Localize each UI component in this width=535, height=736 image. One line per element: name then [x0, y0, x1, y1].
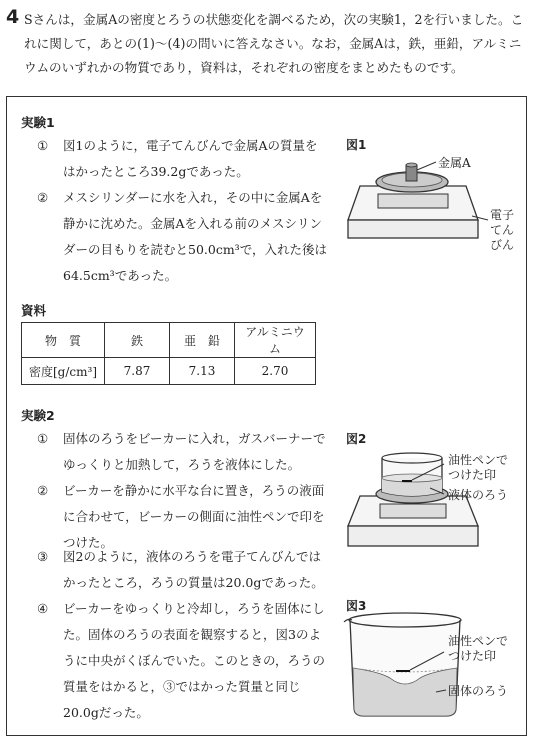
table-header-cell: 鉄 [105, 323, 170, 358]
table-cell: 7.87 [105, 358, 170, 385]
step-text: 図2のように，液体のろうを電子てんびんではかったところ，ろうの質量は20.0gであった。 [63, 549, 324, 590]
step-number: ③ [37, 549, 49, 564]
figure2-callout-mark: 油性ペンでつけた印 [448, 453, 509, 482]
figure3-beaker-illustration [340, 610, 520, 722]
table-cell: 2.70 [235, 358, 316, 385]
step-text: メスシリンダーに水を入れ，その中に金属Aを静かに沈めた。金属Aを入れる前のメスシリンダーの目もりを読むと50.0cm³で，入れた後は64.5cm³であった。 [63, 190, 327, 283]
table-header-cell: 物 質 [22, 323, 105, 358]
experiment2-step-4 [37, 596, 327, 726]
figure1-callout-balance: 電子てんびん [490, 208, 515, 252]
step-number: ② [37, 483, 49, 498]
table-header-row [22, 323, 316, 358]
step-number: ① [37, 431, 49, 446]
question-number: 4 [6, 6, 20, 28]
figure3-label: 図3 [346, 599, 367, 613]
step-text: ビーカーをゆっくりと冷却し，ろうを固体にした。固体のろうの表面を観察すると，図3のように中央がくぼんでいた。このときの，ろうの質量をはかると，③ではかった質量と同じ20.0gだった。 [63, 601, 326, 720]
experiment1-step-2 [37, 185, 327, 289]
figure2-callout-wax: 液体のろう [448, 488, 509, 502]
step-number: ① [37, 138, 49, 153]
step-number: ② [37, 190, 49, 205]
table-header-cell: 亜 鉛 [170, 323, 235, 358]
question-intro: Sさんは，金属Aの密度とろうの状態変化を調べるため，次の実験1，2を行いました。これに関して，あとの(1)～(4)の問いに答えなさい。なお，金属Aは，鉄，亜鉛，アルミニウムのいずれかの物質であり，資料は，それぞれの密度をまとめたものです。 [24, 12, 524, 75]
table-row [22, 358, 316, 385]
figure3-callout-wax: 固体のろう [448, 684, 509, 698]
experiment2-step-1 [37, 426, 327, 478]
experiment1-heading: 実験1 [21, 115, 55, 130]
figure1-callout-metal: 金属A [438, 156, 471, 170]
table-header-cell: アルミニウム [235, 323, 316, 358]
step-text: 固体のろうをビーカーに入れ，ガスバーナーでゆっくりと加熱して，ろうを液体にした。 [63, 431, 326, 472]
step-text: ビーカーを静かに水平な台に置き，ろうの液面に合わせて，ビーカーの側面に油性ペンで印をつけた。 [63, 483, 325, 550]
figure1-label: 図1 [346, 138, 367, 152]
experiment2-heading: 実験2 [21, 408, 55, 423]
density-table [21, 322, 316, 385]
figure2-label: 図2 [346, 432, 367, 446]
resource-heading: 資料 [21, 303, 47, 318]
figure3-callout-mark: 油性ペンでつけた印 [448, 634, 509, 663]
step-number: ④ [37, 601, 49, 616]
experiment1-step-1 [37, 133, 327, 185]
table-cell: 7.13 [170, 358, 235, 385]
experiment2-step-3 [37, 544, 327, 596]
step-text: 図1のように，電子てんびんで金属Aの質量をはかったところ39.2gであった。 [63, 138, 318, 179]
table-cell: 密度[g/cm³] [22, 358, 105, 385]
